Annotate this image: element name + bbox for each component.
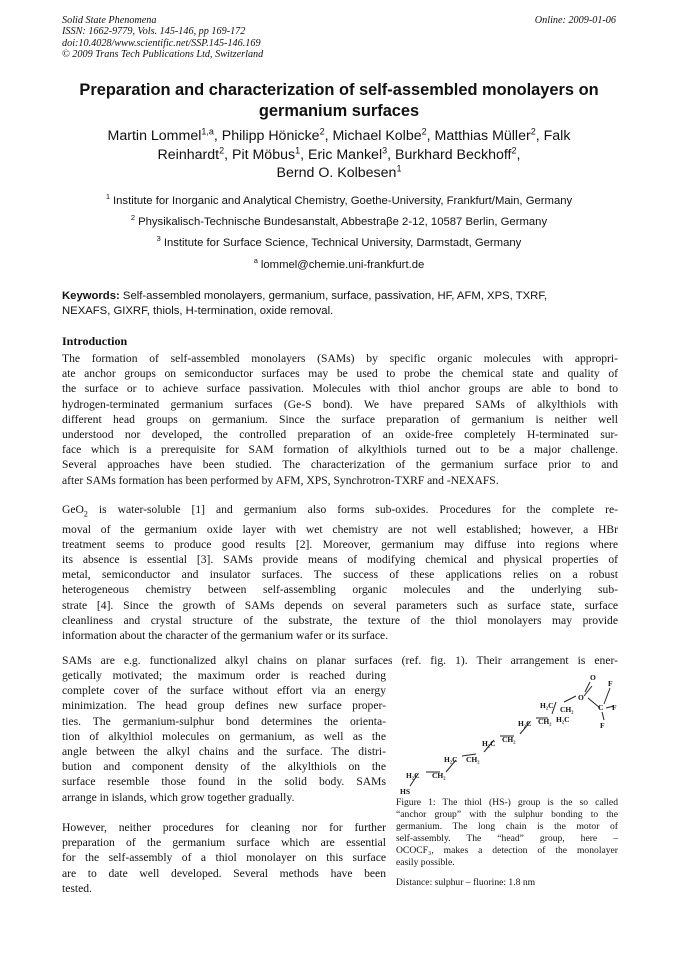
atom-label: CH₂ [560,705,574,714]
paragraph-line: strate [4]. Since the growth of SAMs depends on several parameters such as surface state, surface [62,598,618,612]
paragraph-line: surface resemble those found in the solid body. SAMs [62,775,386,789]
keywords-label: Keywords: [62,290,120,302]
author-affiliation-mark: 2 [511,144,517,155]
paragraph-line: hydrogen-terminated germanium surfaces (Ge-S bond). We have prepared SAMs of alkylthiols with [62,397,618,411]
bond-line [585,682,590,692]
atom-label: O [590,673,596,682]
keywords-block [62,289,618,319]
paragraph-line: metal, semiconductor and insulator surfaces. The success of these applications relies on a robust [62,568,618,582]
paragraph-line: arrange in islands, which grow together gradually. [62,790,295,804]
intro-paragraph-3 [62,668,386,805]
atom-label: HS [400,787,411,796]
paragraph-line: OCOCF₃, makes a detection of the monolayer [396,845,618,856]
journal-issn: ISSN: 1662-9779, Vols. 145-146, pp 169-172 [62,26,246,38]
paragraph-line: ties. The germanium-sulphur bond determines the orienta- [62,714,386,728]
author-name: Pit Möbus [231,146,296,163]
intro-paragraph-2 [62,502,618,643]
intro-paragraph-4 [62,820,386,896]
paragraph-line: tested. [62,881,92,895]
journal-header [62,15,263,60]
atom-label: H₂C [444,755,458,764]
author-line-2: Reinhardt$^2$, Pit Möbus$^1$, Eric Mankel$^3$, Burkhard Beckhoff$^2$, [157,144,521,163]
paragraph-line: getically motivated; the maximum order is reached during [62,669,386,682]
geo2-rest: is water-soluble [1] and germanium also forms sub-oxides. Procedures for the complete re- [87,503,618,516]
journal-name: Solid State Phenomena [62,15,157,26]
author-name: Burkhard Beckhoff [395,146,512,163]
bond-line [564,696,576,702]
affiliation-text: Institute for Surface Science, Technical University, Darmstadt, Germany [163,237,522,249]
paragraph-line: cleanliness and crystal structure of the substrate, the texture of the thiol monolayers may provide [62,613,618,627]
author-name: Eric Mankel [307,146,383,163]
author-name: Martin Lommel [107,128,202,144]
atom-label: H₂C [406,771,420,780]
paragraph-line: different head groups on germanium. Since the surface preparation of germanium is neither well [62,412,618,426]
atom-label: CH₂ [502,735,516,744]
author-affiliation-mark: 1 [396,163,402,174]
author-affiliation-mark: 2 [530,126,536,137]
paragraph-line: “anchor group” with the sulphur bonding to the [396,809,618,820]
affiliation-mark: 3 [156,234,161,244]
bond-line [602,712,604,720]
atom-label: CH₂ [466,755,480,764]
author-name: Reinhardt [157,146,220,163]
atom-label: H₂C [556,715,570,724]
geo2-prefix: GeO [62,503,84,516]
affiliation-mark: 2 [130,213,136,223]
online-date: Online: 2009-01-06 [534,15,616,26]
atom-label: C [598,703,604,712]
paragraph-line: after SAMs formation has been performed by AFM, XPS, Synchrotron-TXRF and -NEXAFS. [62,473,499,487]
geo2-subscript: 2 [83,509,88,519]
paragraph-line: easily possible. [396,857,455,868]
atom-label: H₂C [482,739,496,748]
journal-doi[interactable]: doi:10.4028/www.scientific.net/SSP.145-146.169 [62,37,261,49]
paragraph-line: preparation of the germanium surface which are essential [62,836,386,850]
author-name: Matthias Müller [434,128,531,144]
paragraph-line: Several approaches have been studied. The characterization of the germanium surface prior to and [62,458,618,472]
paragraph-line: minimization. The head group defines new surface proper- [62,699,386,713]
author-affiliation-mark: 2 [319,126,325,137]
atom-label: F [608,679,613,688]
author-name: Bernd O. Kolbesen [276,165,397,181]
author-line-1: Martin Lommel$^{1,a}$, Philipp Hönicke$^2$, Michael Kolbe$^2$, Matthias Müller$^2$, Falk [107,126,571,144]
author-affiliation-mark: 2 [421,126,427,137]
paragraph-line: heterogeneous chemistry between self-assembling organic molecules and the underlying sub- [62,583,618,597]
paragraph-line: germanium. The long chain is the motor of [396,821,618,832]
keywords-line-1: Self-assembled monolayers, germanium, surface, passivation, HF, AFM, XPS, TXRF, [122,290,548,302]
paragraph-line: Figure 1: The thiol (HS-) group is the so called [396,797,618,808]
affiliation-mark: 1 [105,192,110,202]
atom-label: F [612,703,617,712]
paragraph-line: ate anchor groups on semiconductor surfaces may be used to probe the chemical state and quality of [62,367,618,381]
paragraph-line: moval of the germanium oxide layer with wet chemistry are not well established; however, a HBr [62,522,618,536]
journal-copyright: © 2009 Trans Tech Publications Ltd, Switzerland [62,48,264,60]
author-affiliation-mark: 2 [219,144,225,155]
figure-1-distance: Distance: sulphur – fluorine: 1.8 nm [396,877,536,888]
title-line-2: germanium surfaces [258,102,420,120]
author-list [60,127,618,183]
bond-line [604,688,610,704]
affiliation-text: Physikalisch-Technische Bundesanstalt, Abbestraβe 2-12, 10587 Berlin, Germany [138,216,548,228]
atom-label: H₂C [540,701,554,710]
figure-1-molecule [396,668,618,800]
atom-label: O [578,693,584,702]
molecule-diagram [396,668,618,800]
paragraph-line: The formation of self-assembled monolayers (SAMs) by specific organic molecules with appropri- [62,352,618,365]
affiliation-1 [40,194,638,208]
section-heading-introduction: Introduction [62,334,128,348]
author-affiliation-mark: 3 [382,144,388,155]
intro-paragraph-3-first-line: SAMs are e.g. functionalized alkyl chains on planar surfaces (ref. fig. 1). Their arrangement is ener- [62,654,618,667]
author-name: Falk [543,128,571,144]
paragraph-line: angle between the alkyl chains and the surface. The distri- [62,745,386,759]
paragraph-line [62,502,618,522]
paragraph-line: However, neither procedures for cleaning nor for further [62,821,386,834]
figure-1-caption [396,797,618,869]
paragraph-line: bution and component density of the alkylthiols on the [62,760,386,774]
paragraph-line: the surface or to achieve surface passivation. Molecules with thiol anchor groups are able to bond to [62,382,618,396]
paragraph-line: are to date well developed. Several methods have been [62,866,386,880]
atom-label: CH₂ [432,771,446,780]
paragraph-line: tion of alkylthiol molecules on germanium, as well as the [62,729,386,743]
affiliation-text: Institute for Inorganic and Analytical Chemistry, Goethe-University, Frankfurt/Main, Germany [113,195,573,207]
author-affiliation-mark: 1,a [201,126,214,137]
paragraph-line: complete cover of the surface without effort via an energy [62,684,386,698]
author-name: Michael Kolbe [332,128,422,144]
paragraph-line: understood nor developed, the controlled preparation of an oxide-free completely H-terminated sur- [62,428,618,442]
paragraph-line: for the self-assembly of a thiol monolayer on this surface [62,851,386,865]
author-name: Philipp Hönicke [221,128,320,144]
intro-paragraph-1 [62,351,618,488]
paragraph-line: face which is a prerequisite for SAM formation of alkylthiols turned out to be a major challenge. [62,443,618,457]
affiliation-2 [40,215,638,229]
paragraph-line: information about the character of the germanium wafer or its surface. [62,628,389,642]
affiliation-email [40,258,638,272]
atom-label: F [600,721,605,730]
paragraph-line: treatment seems to produce good results [2]. Moreover, germanium may diffuse into regions where [62,537,618,551]
keywords-line-2: NEXAFS, GIXRF, thiols, H-termination, oxide removal. [62,305,334,317]
atom-label: CH₂ [538,717,552,726]
title-line-1: Preparation and characterization of self-assembled monolayers on [79,81,599,99]
email-link[interactable]: lommel@chemie.uni-frankfurt.de [260,259,425,271]
author-affiliation-mark: 1 [295,144,301,155]
affiliation-mark: a [253,256,258,266]
affiliation-3 [40,236,638,250]
author-line-3 [60,164,618,183]
atom-label: H₂C [518,719,532,728]
paper-title [50,80,628,122]
paragraph-line: self-assembly. The “head” group, here – [396,833,618,844]
paragraph-line: its absence is essential [3]. SAMs provide means of modifying chemical and physical properties of [62,552,618,566]
